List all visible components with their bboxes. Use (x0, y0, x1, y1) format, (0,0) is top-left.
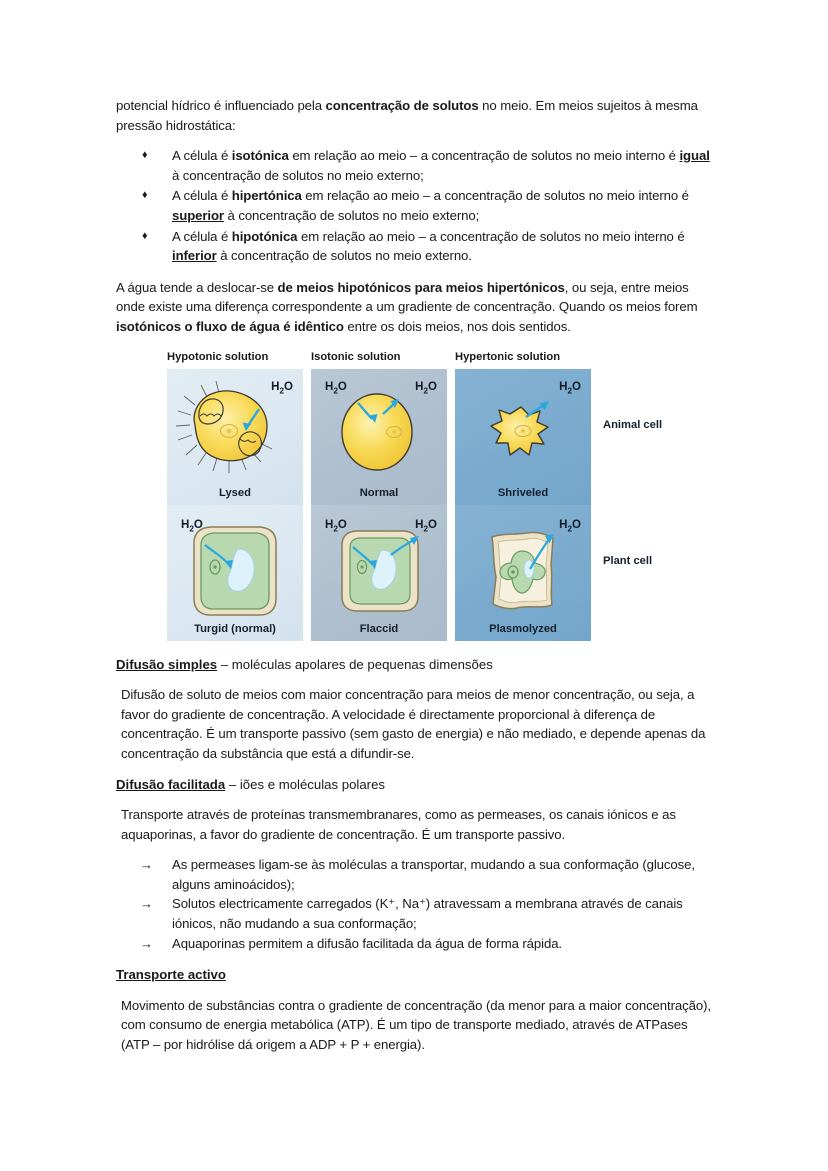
active-transport-heading (116, 965, 718, 985)
simple-diffusion-body: Difusão de soluto de meios com maior concentração para meios de menor concentração, ou seja, a favor do gradiente de concentração. A velocidade é directamente proporcional à diferença de concentração. É um transporte passivo (sem gasto de energia) e não mediado, e depende apenas da concentração da substância que está a difundir-se. (121, 687, 706, 761)
h2o-label-out: $H_2O$ (415, 380, 437, 395)
panel-animal-hypotonic (167, 369, 303, 505)
item-bold: isotónica (231, 148, 289, 164)
item-underline: igual (679, 148, 710, 164)
panel-plant-hypotonic (167, 505, 303, 641)
list-item (116, 894, 718, 933)
facilitated-diffusion-subtitle: – iões e moléculas polares (225, 776, 386, 792)
item-mid: em relação ao meio – a concentração de solutos no meio interno é (301, 188, 689, 204)
cell-state-turgid: Turgid (normal) (194, 622, 276, 635)
active-transport-title: Transporte activo (116, 967, 226, 983)
figure-column-header-isotonic: Isotonic solution (311, 350, 401, 363)
item-underline: superior (172, 207, 224, 223)
item-bold: hipotónica (231, 228, 298, 244)
diamond-bullet-icon: ♦ (142, 229, 148, 242)
h2o-label: $H_2O$ (559, 518, 581, 533)
list-item-label: As permeases ligam-se às moléculas a transportar, mudando a sua conformação (glucose, alguns aminoácidos); (172, 857, 695, 892)
panel-animal-hypertonic (455, 369, 591, 505)
intro-paragraph (116, 96, 718, 135)
h2o-label: $H_2O$ (271, 380, 293, 395)
simple-diffusion-heading (116, 655, 718, 675)
diamond-bullet-icon: ♦ (142, 149, 148, 162)
arrow-right-icon: → (140, 935, 153, 951)
item-mid: em relação ao meio – a concentração de solutos no meio interno é (288, 148, 680, 164)
row-label-plant-cell: Plant cell (603, 554, 653, 567)
arrow-right-icon: → (140, 896, 153, 912)
wm-bold2: isotónicos o fluxo de água é idêntico (116, 318, 344, 334)
tonicity-list (116, 146, 718, 266)
active-transport-body: Movimento de substâncias contra o gradiente de concentração (da menor para a maior concentração), com consumo de energia metabólica (ATP). É um tipo de transporte mediado, através de ATPases (ATP – por hidrólise dá origem a ADP + P + energia). (121, 997, 711, 1053)
list-item-label: Aquaporinas permitem a difusão facilitada da água de forma rápida. (172, 935, 562, 951)
list-item-label: Solutos electricamente carregados (K⁺, Na⁺) atravessam a membrana através de canais iónicos, não mudando a sua conformação; (172, 896, 683, 932)
cell-state-shriveled: Shriveled (497, 486, 549, 499)
facilitated-diffusion-heading (116, 775, 718, 795)
h2o-label-out: $H_2O$ (415, 518, 437, 533)
arrow-right-icon: → (140, 857, 153, 873)
figure-column-header-hypotonic: Hypotonic solution (167, 350, 269, 363)
cell-state-normal: Normal (359, 486, 399, 499)
item-post: à concentração de solutos no meio externo. (216, 248, 472, 264)
facilitated-diffusion-body: Transporte através de proteínas transmembranares, como as permeases, os canais iónicos e as aquaporinas, a favor do gradiente de concentração. É um transporte passivo. (121, 807, 676, 842)
simple-diffusion-title: Difusão simples (116, 656, 218, 672)
list-item (116, 227, 718, 266)
figure-column-header-hypertonic: Hypertonic solution (455, 350, 561, 363)
wm-part3: entre os dois meios, nos dois sentidos. (343, 318, 571, 334)
osmosis-figure (167, 351, 687, 641)
item-bold: hipertónica (231, 188, 302, 204)
list-item (116, 146, 718, 185)
intro-bold-term: concentração de solutos (325, 98, 479, 113)
item-underline: inferior (172, 248, 217, 264)
h2o-label-in: $H_2O$ (325, 380, 347, 395)
list-item (116, 186, 718, 225)
diamond-bullet-icon: ♦ (142, 189, 148, 202)
simple-diffusion-subtitle: – moléculas apolares de pequenas dimensões (217, 656, 493, 672)
panel-plant-hypertonic (455, 505, 591, 641)
h2o-label-in: $H_2O$ (325, 518, 347, 533)
intro-prefix: potencial hídrico é influenciado pela (116, 98, 326, 113)
row-label-animal-cell: Animal cell (603, 418, 663, 431)
wm-bold1: de meios hipotónicos para meios hipertónicos (277, 279, 565, 295)
intro-suffix: no meio. Em meios sujeitos à mesma pressão hidrostática: (116, 98, 698, 133)
item-post: à concentração de solutos no meio externo; (172, 167, 424, 183)
facilitated-diffusion-title: Difusão facilitada (116, 776, 226, 792)
item-pre: A célula é (172, 188, 232, 204)
wm-part1: A água tende a deslocar-se (116, 279, 278, 295)
cell-state-flaccid: Flaccid (359, 622, 399, 635)
item-pre: A célula é (172, 228, 232, 244)
h2o-label: $H_2O$ (181, 518, 203, 533)
cell-state-lysed: Lysed (219, 486, 251, 499)
facilitated-diffusion-list (116, 855, 718, 953)
item-mid: em relação ao meio – a concentração de solutos no meio interno é (297, 228, 685, 244)
item-post: à concentração de solutos no meio externo; (223, 207, 480, 223)
cell-state-plasmolyzed: Plasmolyzed (489, 622, 557, 635)
item-pre: A célula é (172, 148, 232, 164)
wm-part2: , ou seja, entre meios onde existe uma diferença correspondente a um gradiente de concentração. Quando os meios forem (116, 279, 698, 315)
list-item (116, 934, 718, 954)
list-item (116, 855, 718, 894)
panel-plant-isotonic (311, 505, 447, 641)
water-movement-paragraph (116, 278, 718, 337)
h2o-label: $H_2O$ (559, 380, 581, 395)
panel-animal-isotonic (311, 369, 447, 505)
